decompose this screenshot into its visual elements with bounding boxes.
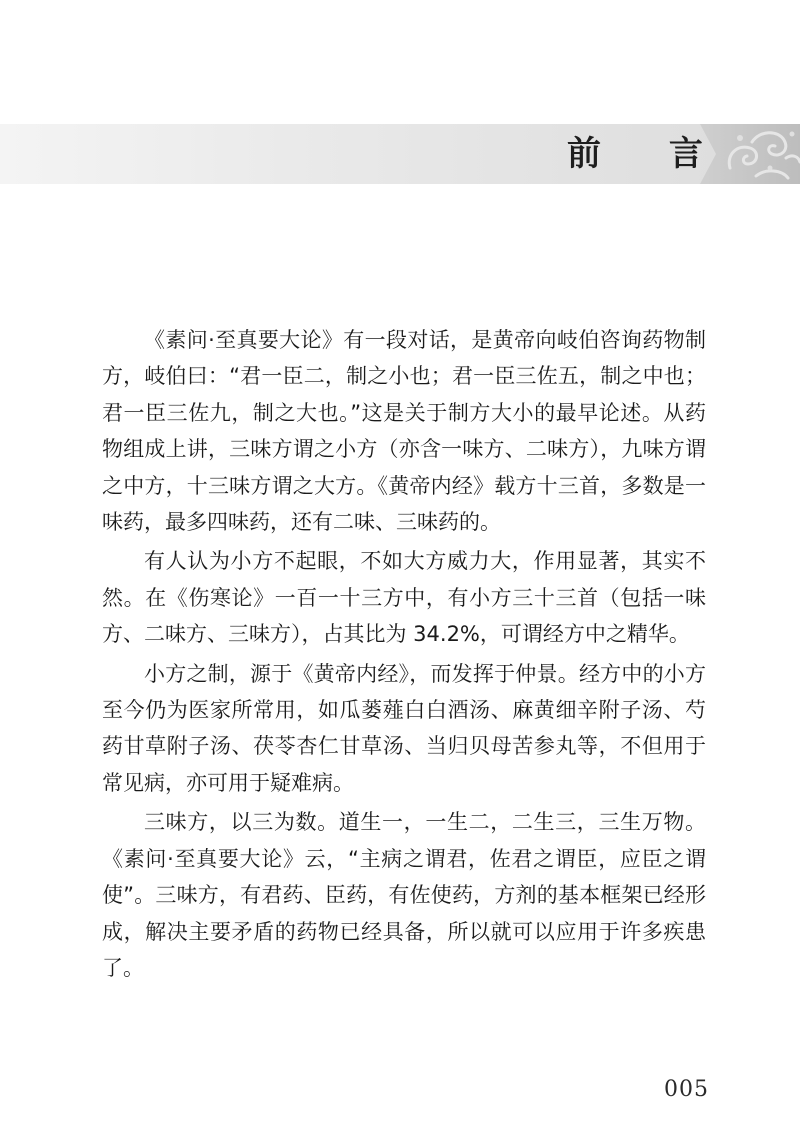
page-number: 005 — [664, 1077, 709, 1102]
paragraph: 《素问·至真要大论》有一段对话，是黄帝向岐伯咨询药物制方，岐伯曰：“君一臣二，制之小也；君一臣三佐五，制之中也；君一臣三佐九，制之大也。”这是关于制方大小的最早论述。从药物组成上讲，三味方谓之小方（亦含一味方、二味方），九味方谓之中方，十三味方谓之大方。《黄帝内经》载方十三首，多数是一味药，最多四味药，还有二味、三味药的。 — [102, 328, 706, 535]
body-text — [102, 322, 706, 989]
paragraph: 小方之制，源于《黄帝内经》，而发挥于仲景。经方中的小方至今仍为医家所常用，如瓜蒌薤白白酒汤、麻黄细辛附子汤、芍药甘草附子汤、茯苓杏仁甘草汤、当归贝母苦参丸等，不但用于常见病，亦可用于疑难病。 — [102, 661, 706, 795]
paragraph: 有人认为小方不起眼，不如大方威力大，作用显著，其实不然。在《伤寒论》一百一十三方中，有小方三十三首（包括一味方、二味方、三味方），占其比为 34.2%，可谓经方中之精华。 — [102, 549, 706, 647]
paragraph: 三味方，以三为数。道生一，一生二，二生三，三生万物。《素问·至真要大论》云，“主病之谓君，佐君之谓臣，应臣之谓使”。三味方，有君药、臣药，有佐使药，方剂的基本框架已经形成，解决主要矛盾的药物已经具备，所以就可以应用于许多疾患了。 — [102, 810, 706, 980]
page-title: 前 言 — [567, 134, 731, 174]
